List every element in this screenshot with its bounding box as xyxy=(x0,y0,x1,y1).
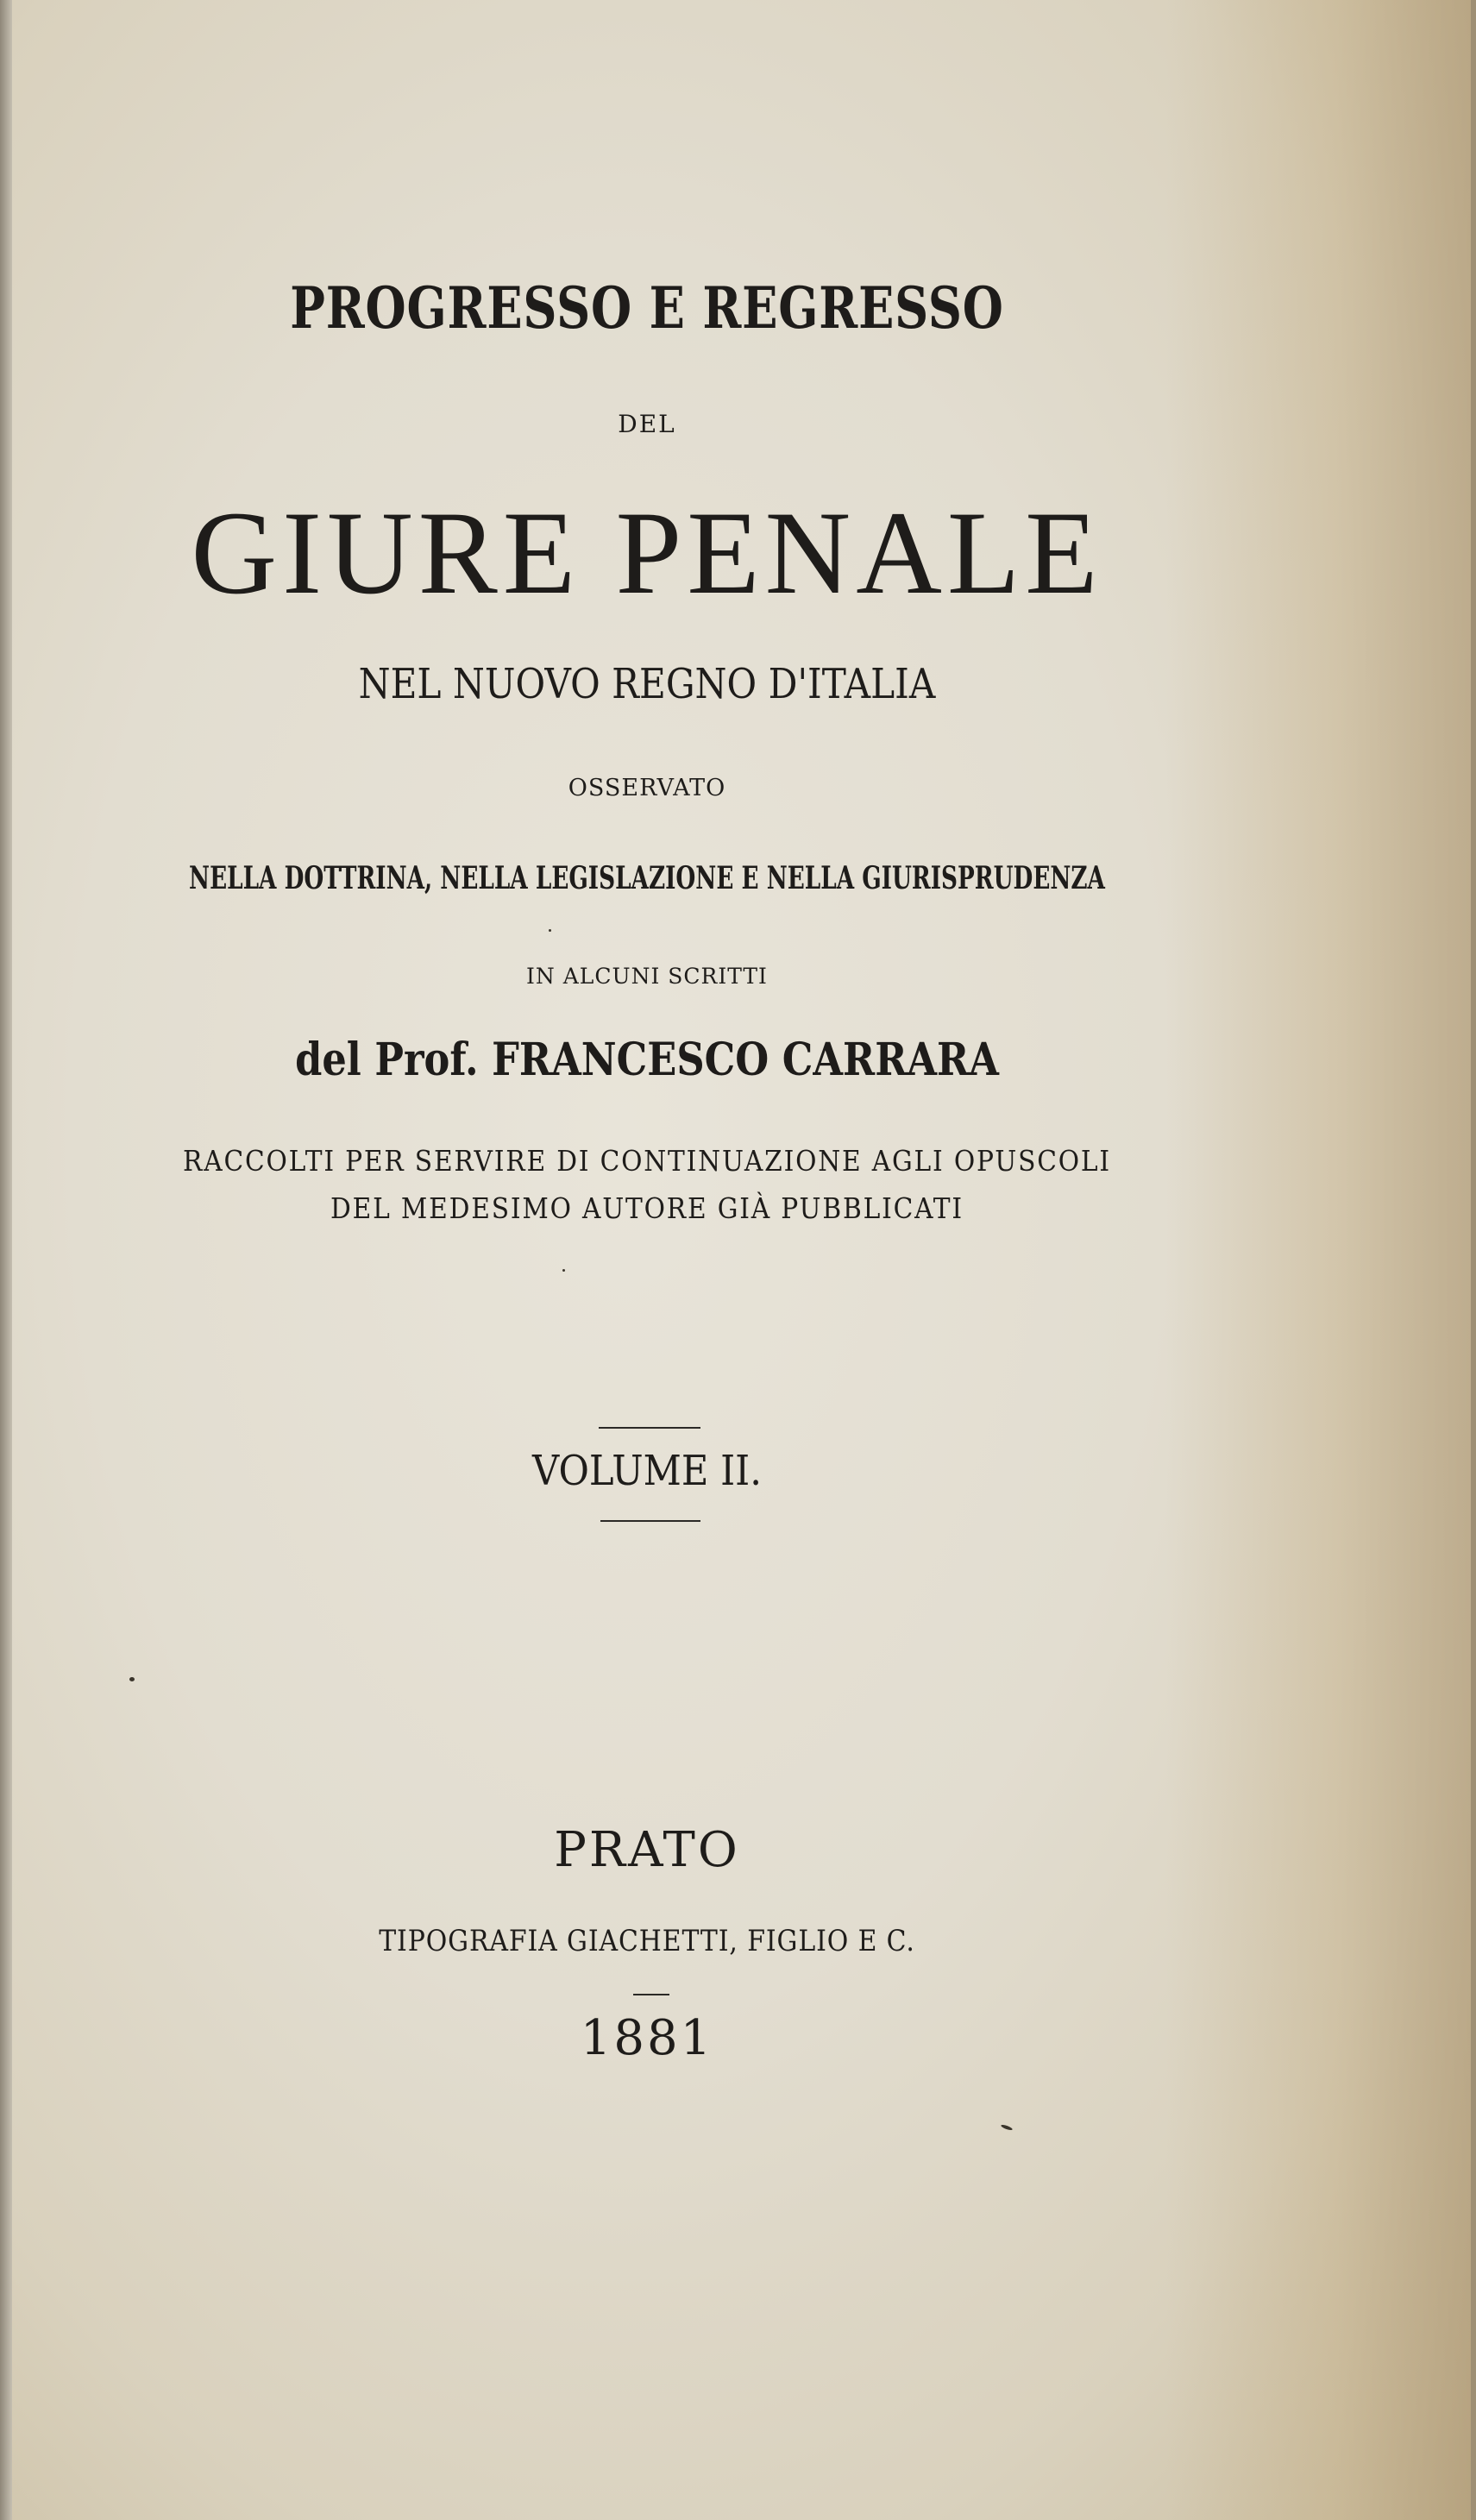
title-line-scritti: IN ALCUNI SCRITTI xyxy=(526,964,768,989)
page-right-discoloration xyxy=(1165,0,1476,2520)
page-right-edge xyxy=(1471,0,1476,2520)
author-line: del Prof. FRANCESCO CARRARA xyxy=(295,1034,999,1086)
title-line-progresso: PROGRESSO E REGRESSO xyxy=(290,274,1004,342)
main-title: GIURE PENALE xyxy=(191,487,1103,619)
paper-speck xyxy=(549,929,551,932)
paper-speck xyxy=(562,1269,565,1272)
volume-rule-top xyxy=(599,1427,700,1429)
volume-rule-bottom xyxy=(600,1520,700,1522)
paper-speck xyxy=(1001,2124,1014,2132)
title-line-regno: NEL NUOVO REGNO D'ITALIA xyxy=(358,660,936,708)
imprint-year: 1881 xyxy=(580,2010,714,2066)
imprint-printer: TIPOGRAFIA GIACHETTI, FIGLIO E C. xyxy=(379,1924,915,1958)
title-line-del: DEL xyxy=(618,410,676,438)
title-line-dottrina: NELLA DOTTRINA, NELLA LEGISLAZIONE E NELLA GIURISPRUDENZA xyxy=(189,860,1105,896)
note-line-1: RACCOLTI PER SERVIRE DI CONTINUAZIONE AGLI OPUSCOLI xyxy=(183,1144,1111,1178)
note-line-2: DEL MEDESIMO AUTORE GIÀ PUBBLICATI xyxy=(330,1191,964,1225)
imprint-city: PRATO xyxy=(554,1822,740,1878)
title-line-osservato: OSSERVATO xyxy=(568,775,726,801)
paper-speck xyxy=(129,1677,135,1681)
volume-label: VOLUME II. xyxy=(532,1447,762,1495)
page-left-edge xyxy=(0,0,12,2520)
imprint-rule xyxy=(633,1994,669,1995)
